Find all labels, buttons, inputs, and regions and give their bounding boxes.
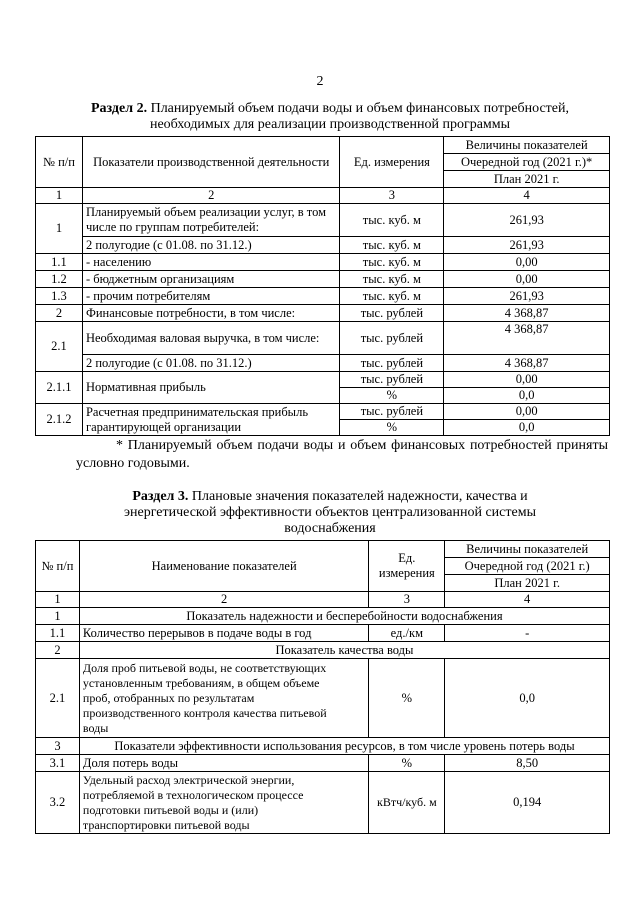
row-value: -	[445, 625, 610, 642]
row-unit: тыс. рублей	[340, 404, 444, 420]
header-values: Величины показателей	[444, 137, 610, 154]
group-num: 1	[36, 608, 80, 625]
header-next-year: Очередной год (2021 г.)*	[444, 154, 610, 171]
colnum-3: 3	[369, 592, 445, 608]
group-title: Показатель надежности и бесперебойности водоснабжения	[79, 608, 609, 625]
row-num: 3.1	[36, 755, 80, 772]
row-value: 0,00	[444, 372, 610, 388]
row-value: 261,93	[444, 237, 610, 254]
row-name: 2 полугодие (с 01.08. по 31.12.)	[82, 355, 340, 372]
colnum-1: 1	[36, 592, 80, 608]
row-num: 2.1.1	[36, 372, 83, 404]
section2-table	[35, 136, 610, 436]
row-num: 1.1	[36, 254, 83, 271]
colnum-1: 1	[36, 188, 83, 204]
row-unit: тыс. рублей	[340, 322, 444, 355]
group-title: Показатель качества воды	[79, 642, 609, 659]
section2-title-bold: Раздел 2.	[91, 101, 148, 116]
row-name: Необходимая валовая выручка, в том числе:	[82, 322, 340, 355]
header-next-year: Очередной год (2021 г.)	[445, 558, 610, 575]
header-num: № п/п	[36, 137, 83, 188]
section2-title-text: Планируемый объем подачи воды и объем финансовых потребностей,	[150, 101, 569, 116]
section3-title-line3: водоснабжения	[284, 521, 376, 536]
row-name: Количество перерывов в подаче воды в год	[79, 625, 368, 642]
row-name: - прочим потребителям	[82, 288, 340, 305]
row-unit: тыс. куб. м	[340, 237, 444, 254]
group-num: 3	[36, 738, 80, 755]
row-unit: ед./км	[369, 625, 445, 642]
row-unit: %	[369, 755, 445, 772]
colnum-2: 2	[79, 592, 368, 608]
row-value: 0,0	[444, 388, 610, 404]
colnum-3: 3	[340, 188, 444, 204]
header-indicators: Показатели производственной деятельности	[82, 137, 340, 188]
row-num: 2.1.2	[36, 404, 83, 436]
row-name: Планируемый объем реализации услуг, в том числе по группам потребителей:	[82, 204, 340, 237]
header-num: № п/п	[36, 541, 80, 592]
row-value: 0,0	[444, 420, 610, 436]
row-num: 2	[36, 305, 83, 322]
row-unit: %	[340, 420, 444, 436]
row-value: 0,194	[445, 772, 610, 834]
row-value: 0,00	[444, 404, 610, 420]
row-num: 2.1	[36, 659, 80, 738]
section2-footnote: * Планируемый объем подачи воды и объем финансовых потребностей приняты условно годовыми.	[76, 438, 608, 471]
section3-title-line2: энергетической эффективности объектов централизованной системы	[124, 505, 536, 520]
header-plan: План 2021 г.	[445, 575, 610, 592]
colnum-4: 4	[445, 592, 610, 608]
row-name: 2 полугодие (с 01.08. по 31.12.)	[82, 237, 340, 254]
header-unit: Ед. измерения	[369, 541, 445, 592]
row-value: 4 368,87	[444, 355, 610, 372]
row-value: 0,00	[444, 254, 610, 271]
row-unit: тыс. рублей	[340, 305, 444, 322]
row-name: - населению	[82, 254, 340, 271]
row-unit: тыс. куб. м	[340, 271, 444, 288]
group-title: Показатели эффективности использования ресурсов, в том числе уровень потерь воды	[79, 738, 609, 755]
group-num: 2	[36, 642, 80, 659]
row-value: 0,0	[445, 659, 610, 738]
row-name: Доля проб питьевой воды, не соответствующих установленным требованиям, в общем объеме проб, отобранных по результатам производственного контроля качества питьевой воды	[79, 659, 368, 738]
row-value: 261,93	[444, 288, 610, 305]
section2-title-line2: необходимых для реализации производственной программы	[149, 117, 511, 132]
row-name: Удельный расход электрической энергии, потребляемой в технологическом процессе подготовки питьевой воды и (или) транспортировки питьевой воды	[79, 772, 368, 834]
header-values: Величины показателей	[445, 541, 610, 558]
section3-title	[60, 489, 600, 537]
section3-table	[35, 540, 610, 834]
section3-title-bold: Раздел 3.	[132, 489, 189, 504]
header-name: Наименование показателей	[79, 541, 368, 592]
row-unit: тыс. рублей	[340, 372, 444, 388]
row-value: 0,00	[444, 271, 610, 288]
row-num: 3.2	[36, 772, 80, 834]
row-name: Финансовые потребности, в том числе:	[82, 305, 340, 322]
row-name: Расчетная предпринимательская прибыль гарантирующей организации	[82, 404, 340, 436]
row-value: 4 368,87	[444, 305, 610, 322]
colnum-4: 4	[444, 188, 610, 204]
header-unit: Ед. измерения	[340, 137, 444, 188]
row-name: Доля потерь воды	[79, 755, 368, 772]
row-unit: %	[340, 388, 444, 404]
row-name: Нормативная прибыль	[82, 372, 340, 404]
row-unit: тыс. рублей	[340, 355, 444, 372]
row-value: 4 368,87	[444, 322, 610, 355]
row-unit: кВтч/куб. м	[369, 772, 445, 834]
section2-title	[60, 101, 600, 133]
header-plan: План 2021 г.	[444, 171, 610, 188]
row-unit: %	[369, 659, 445, 738]
section3-title-text: Плановые значения показателей надежности, качества и	[191, 489, 528, 504]
row-num: 1.3	[36, 288, 83, 305]
row-unit: тыс. куб. м	[340, 288, 444, 305]
row-num: 1	[36, 204, 83, 254]
row-unit: тыс. куб. м	[340, 254, 444, 271]
row-num: 1.1	[36, 625, 80, 642]
colnum-2: 2	[82, 188, 340, 204]
page-number: 2	[316, 74, 324, 89]
row-value: 8,50	[445, 755, 610, 772]
row-num: 1.2	[36, 271, 83, 288]
row-num: 2.1	[36, 322, 83, 372]
row-unit: тыс. куб. м	[340, 204, 444, 237]
row-name: - бюджетным организациям	[82, 271, 340, 288]
row-value: 261,93	[444, 204, 610, 237]
